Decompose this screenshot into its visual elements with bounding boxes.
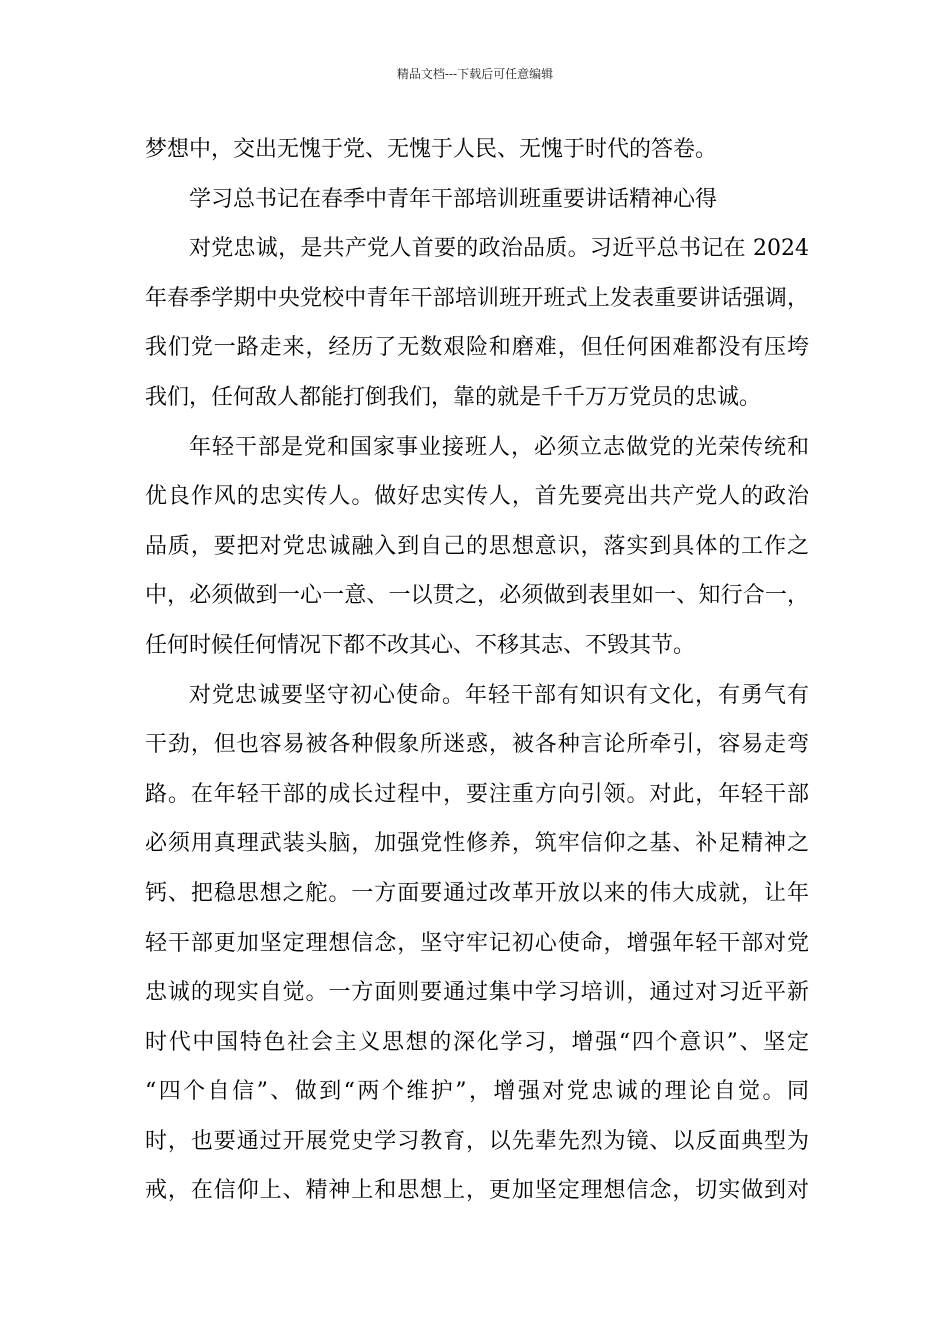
text-line: 钙、把稳思想之舵。一方面要通过改革开放以来的伟大成就，让年 (145, 880, 809, 906)
text-line: 任何时候任何情况下都不改其心、不移其志、不毁其节。 (145, 632, 696, 658)
text-line: 梦想中，交出无愧于党、无愧于人民、无愧于时代的答卷。 (145, 137, 718, 162)
text-line: 轻干部更加坚定理想信念，坚守牢记初心使命，增强年轻干部对党 (145, 930, 809, 956)
text-line: 路。在年轻干部的成长过程中，要注重方向引领。对此，年轻干部 (145, 781, 809, 807)
text-line: 我们党一路走来，经历了无数艰险和磨难，但任何困难都没有压垮 (145, 335, 809, 361)
text-line: 优良作风的忠实传人。做好忠实传人，首先要亮出共产党人的政治 (145, 484, 809, 510)
document-body (145, 125, 809, 1216)
text-line: 干劲，但也容易被各种假象所迷惑，被各种言论所牵引，容易走弯 (145, 732, 809, 758)
text-line: 我们，任何敌人都能打倒我们，靠的就是千千万万党员的忠诚。 (145, 384, 762, 410)
text-line: “四个自信”、做到“两个维护”，增强对党忠诚的理论自觉。同 (145, 1079, 809, 1105)
text-line: 忠诚的现实自觉。一方面则要通过集中学习培训，通过对习近平新 (145, 980, 809, 1006)
page-header: 精品文档---下载后可任意编辑 (396, 67, 554, 81)
text-line: 对党忠诚，是共产党人首要的政治品质。习近平总书记在 2024 (189, 236, 809, 262)
text-line: 年轻干部是党和国家事业接班人，必须立志做党的光荣传统和 (189, 434, 809, 460)
text-line: 戒，在信仰上、精神上和思想上，更加坚定理想信念，切实做到对 (145, 1178, 809, 1204)
section-title: 学习总书记在春季中青年干部培训班重要讲话精神心得 (189, 186, 718, 212)
text-line: 时代中国特色社会主义思想的深化学习，增强“四个意识”、坚定 (145, 1029, 809, 1055)
text-line: 时，也要通过开展党史学习教育，以先辈先烈为镜、以反面典型为 (145, 1128, 809, 1154)
text-line: 年春季学期中央党校中青年干部培训班开班式上发表重要讲话强调， (145, 285, 809, 311)
text-line: 对党忠诚要坚守初心使命。年轻干部有知识有文化，有勇气有 (189, 682, 809, 708)
text-line: 中，必须做到一心一意、一以贯之，必须做到表里如一、知行合一， (145, 583, 809, 609)
text-line: 必须用真理武装头脑，加强党性修养，筑牢信仰之基、补足精神之 (145, 831, 809, 857)
text-line: 品质，要把对党忠诚融入到自己的思想意识，落实到具体的工作之 (145, 533, 809, 559)
